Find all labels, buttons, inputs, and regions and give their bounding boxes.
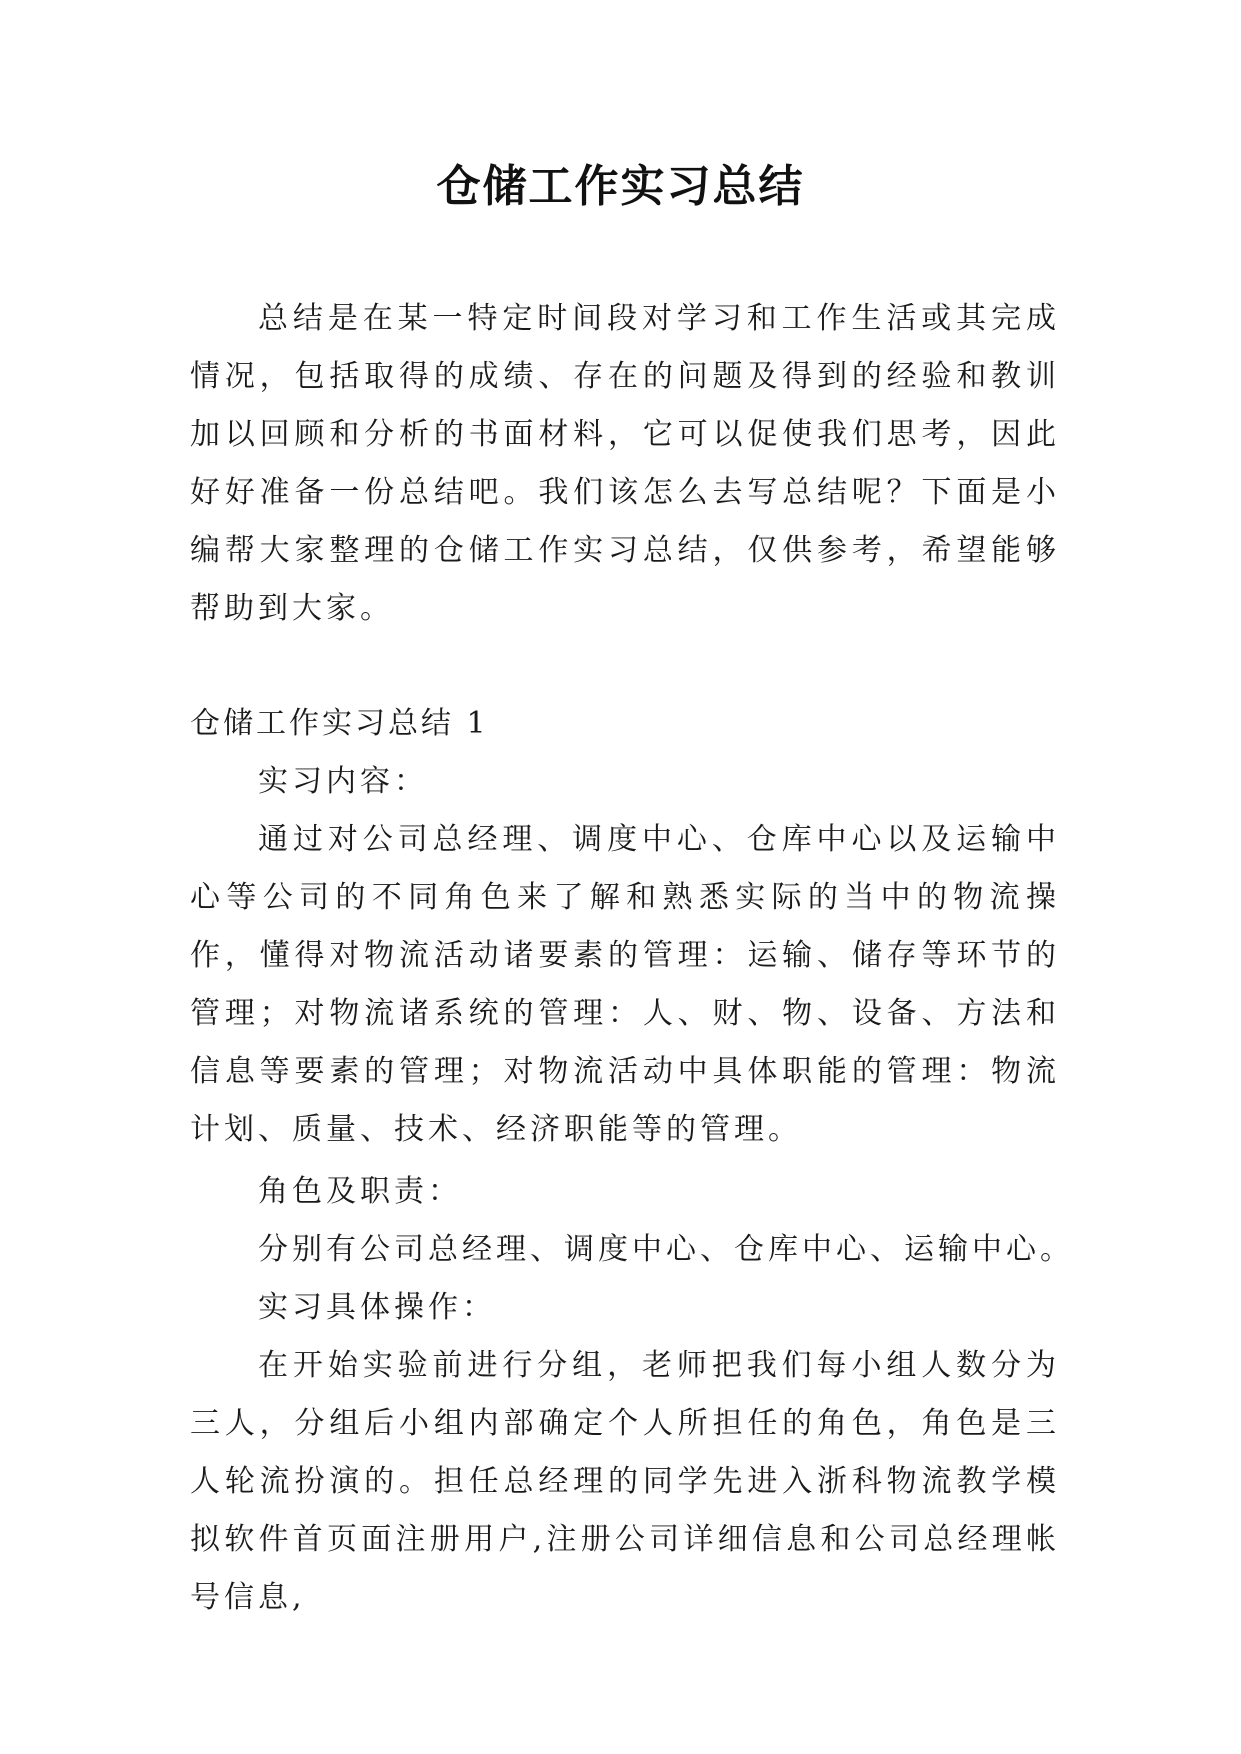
document-title: 仓储工作实习总结 xyxy=(436,161,805,212)
operation-label: 实习具体操作： xyxy=(258,1290,496,1325)
role-label: 角色及职责： xyxy=(258,1174,462,1209)
operation-paragraph: 在开始实验前进行分组，老师把我们每小组人数分为三人，分组后小组内部确定个人所担任的角色，角色是三人轮流扮演的。担任总经理的同学先进入浙科物流教学模拟软件首页面注册用户,注册公司详细信息和公司总经理帐号信息, xyxy=(190,1348,1060,1615)
role-paragraph: 分别有公司总经理、调度中心、仓库中心、运输中心。 xyxy=(258,1232,1074,1267)
content-paragraph: 通过对公司总经理、调度中心、仓库中心以及运输中心等公司的不同角色来了解和熟悉实际的当中的物流操作，懂得对物流活动诸要素的管理：运输、储存等环节的管理；对物流诸系统的管理：人、财、物、设备、方法和信息等要素的管理；对物流活动中具体职能的管理：物流计划、质量、技术、经济职能等的管理。 xyxy=(190,822,1060,1147)
intro-paragraph: 总结是在某一特定时间段对学习和工作生活或其完成情况，包括取得的成绩、存在的问题及得到的经验和教训加以回顾和分析的书面材料，它可以促使我们思考，因此好好准备一份总结吧。我们该怎么去写总结呢？下面是小编帮大家整理的仓储工作实习总结，仅供参考，希望能够帮助到大家。 xyxy=(190,301,1060,626)
section-heading: 仓储工作实习总结 1 xyxy=(190,706,489,741)
content-label: 实习内容： xyxy=(258,764,428,799)
